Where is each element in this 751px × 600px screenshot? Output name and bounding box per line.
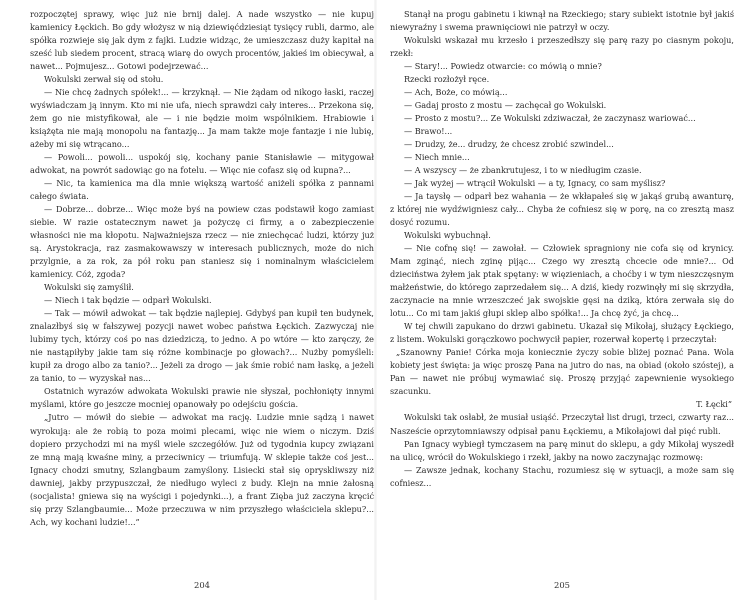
paragraph: — A wszyscy — że zbankrutujesz, i to w niedługim czasie. xyxy=(404,165,642,176)
paragraph: Wokulski się zamyślił. xyxy=(44,282,134,293)
paragraph: Rzecki rozłożył ręce. xyxy=(404,74,490,85)
paragraph: — Stary!... Powiedz otwarcie: co mówią o mnie? xyxy=(404,61,602,72)
paragraph: — Ach, Boże, co mówią... xyxy=(404,87,508,98)
paragraph: — Gadaj prosto z mostu — zachęcał go Wokulski. xyxy=(404,100,607,111)
paragraph: — Zawsze jednak, kochany Stachu, rozumiesz się w sytuacji, a może sam się cofniesz... xyxy=(390,464,734,488)
paragraph: — Powoli... powoli... uspokój się, kochany panie Stanisławie — mitygował adwokat, na powrót sadowiąc go na fotelu. — Więc nie cofasz się od kupna?... xyxy=(30,152,374,176)
paragraph: Ostatnich wyrazów adwokata Wokulski prawie nie słyszał, pochłonięty innymi myślami, które go jeszcze mocniej opanowały po odejściu gościa. xyxy=(30,386,374,410)
paragraph: — Niech mnie... xyxy=(404,152,470,163)
paragraph: — Jak wyżej — wtrącił Wokulski — a ty, Ignacy, co sam myślisz? xyxy=(404,178,666,189)
paragraph: Wokulski wskazał mu krzesło i przeszedłszy się parę razy po ciasnym pokoju, rzekł: xyxy=(390,35,734,59)
paragraph: — Prosto z mostu?... Ze Wokulski zdziwaczał, że zaczynasz wariować... xyxy=(404,113,696,124)
paragraph: — Nie cofnę się! — zawołał. — Człowiek spragniony nie cofa się od krynicy. Mam zginąć, niech zginę pijąc... Czego wy zresztą chcecie ode mnie?... Od dzieciństwa żyłem jak ptak spętany: w więzieniach, a choćby i w tym nieszczęsnym małżeństwie, do którego zaprzedałem się... A dziś, kiedy rozwinęły mi się skrzydła, zaczynacie na mnie wrzeszczeć jak swojskie gęsi na dziką, która zerwała się do lotu... Co mi tam jakiś głupi sklep albo spółka!... Ja chcę żyć, ja chcę... xyxy=(390,243,734,319)
page-number: 205 xyxy=(554,580,570,590)
paragraph: — Nie chcę żadnych spółek!... — krzyknął. — Nie żądam od nikogo łaski, raczej wyświadczam ją innym. Kto mi nie ufa, niech sprawdzi cały interes... Przekona się, żem go nie mistyfikował, ale — i nie będzie moim wspólnikiem. Hrabiowie i książęta nie mają monopolu na fantazję... Ja mam także moje fantazje i nie lubię, ażeby mi się wtrącano... xyxy=(30,87,374,150)
paragraph: Pan Ignacy wybiegł tymczasem na parę minut do sklepu, a gdy Mikołaj wyszedł na ulicę, wrócił do Wokulskiego i rzekł, jakby na nowo zaczynając rozmowę: xyxy=(390,438,734,462)
paragraph: Wokulski tak osłabł, że musiał usiąść. Przeczytał list drugi, trzeci, czwarty raz... Naszeście oprzytomniawszy odpisał panu Łęckiemu, a Mikołajowi dał pięć rubli. xyxy=(390,412,734,436)
paragraph: — Brawo!... xyxy=(404,126,453,137)
paragraph: — Niech i tak będzie — odparł Wokulski. xyxy=(44,295,212,306)
page-number: 204 xyxy=(194,580,210,590)
right-page xyxy=(390,8,734,598)
paragraph: rozpoczętej sprawy, więc już nie brnij dalej. A nade wszystko — nie kupuj kamienicy Łęckich. Bo gdy włożysz w nią dziewięćdziesiąt tysięcy rubli, darmo, ale spółka rozwieje się jak dym z fajki. Ludzie widząc, że umieszczasz duży kapitał na sześć lub siedem procent, stracą wiarę do owych procentów, jakieś im obiecywał, a nawet... Pojmujesz... Gotowi podejrzewać... xyxy=(30,9,374,72)
letter-text: „Szanowny Panie! Córka moja koniecznie życzy sobie bliżej poznać Pana. Wola kobiety jest święta: ja więc proszę Pana na jutro do nas, na obiad (około szóstej), a Pan — nawet nie próbuj wymawiać się. Proszę przyjąć zapewnienie wysokiego szacunku. xyxy=(390,347,734,397)
paragraph: W tej chwili zapukano do drzwi gabinetu. Ukazał się Mikołaj, służący Łęckiego, z listem. Wokulski gorączkowo pochwycił papier, rozerwał kopertę i przeczytał: xyxy=(390,321,734,345)
paragraph: Wokulski zerwał się od stołu. xyxy=(44,74,164,85)
book-gutter xyxy=(374,0,377,600)
paragraph: „Jutro — mówił do siebie — adwokat ma rację. Ludzie mnie sądzą i nawet wyrokują: ale że robią to poza moimi plecami, więc nie wiem o niczym. Dziś dopiero przychodzi mi na myśl wiele szczegółów. Już od tygodnia kupcy związani ze mną mają kwaśne miny, a przeciwnicy — triumfują. W sklepie także coś jest... Ignacy chodzi smutny, Szlangbaum zamyślony. Lisiecki stał się opryskliwszy niż dawniej, jakby przypuszczał, że niedługo wyleci z budy. Klejn na mnie żałosną (socjalista! gniewa się na wyścigi i pojedynki...), a frant Zięba już zaczyna kręcić się przy Szlangbaumie... Może przeczuwa w nim przyszłego właściciela sklepu?... Ach, wy kochani ludzie!...” xyxy=(30,412,374,527)
left-page xyxy=(30,8,374,598)
paragraph: — Ja taysłę — odparł bez wahania — że wkłapałeś się w jakąś grubą awanturę, z której nie wydźwigniesz cały... Chyba że cofniesz się w porę, na co zresztą masz dosyć rozumu. xyxy=(390,191,734,228)
paragraph: — Tak — mówił adwokat — tak będzie najlepiej. Gdybyś pan kupił ten budynek, znalazłbyś się w fałszywej pozycji nawet wobec państwa Łęckich. Zazwyczaj nie lubimy tych, którzy coś po nas dziedziczą, to jedno. A po wtóre — kto zaręczy, że nie nastąpiłyby jakie tam się różne kombinacje po głowach?... Nużby pomyśleli: kupił za drogo albo za tanio?... Jeżeli za drogo — jak śmie robić nam łaskę, a jeżeli za tanio, to — wyzyskał nas... xyxy=(30,308,374,384)
paragraph: — Dobrze... dobrze... Więc może byś na powiew czas podstawił kogo zamiast siebie. W razie ostatecznym nawet ja pożyczę ci firmy, a o zabezpieczenie własności nie ma kłopotu. Najważniejsza rzecz — nie zniechęcać ludzi, którzy już są. Arystokracja, raz zasmakowawszy w interesach publicznych, może do nich przylgnie, a za rok, za pół roku pan staniesz się i nominalnym właścicielem kamienicy. Cóż, zgoda? xyxy=(30,204,374,280)
paragraph: — Nic, ta kamienica ma dla mnie większą wartość aniżeli spółka z pannami całego świata. xyxy=(30,178,374,202)
paragraph: — Drudzy, że... drudzy, że chcesz zrobić szwindel... xyxy=(404,139,614,150)
paragraph: Wokulski wybuchnął. xyxy=(404,230,491,241)
letter-signature: T. Łęcki” xyxy=(696,399,732,410)
paragraph: Stanął na progu gabinetu i kiwnął na Rzeckiego; stary subiekt istotnie był jakiś niewyraźny i swema prawnięciowi nie patrzył w oczy. xyxy=(390,9,734,33)
